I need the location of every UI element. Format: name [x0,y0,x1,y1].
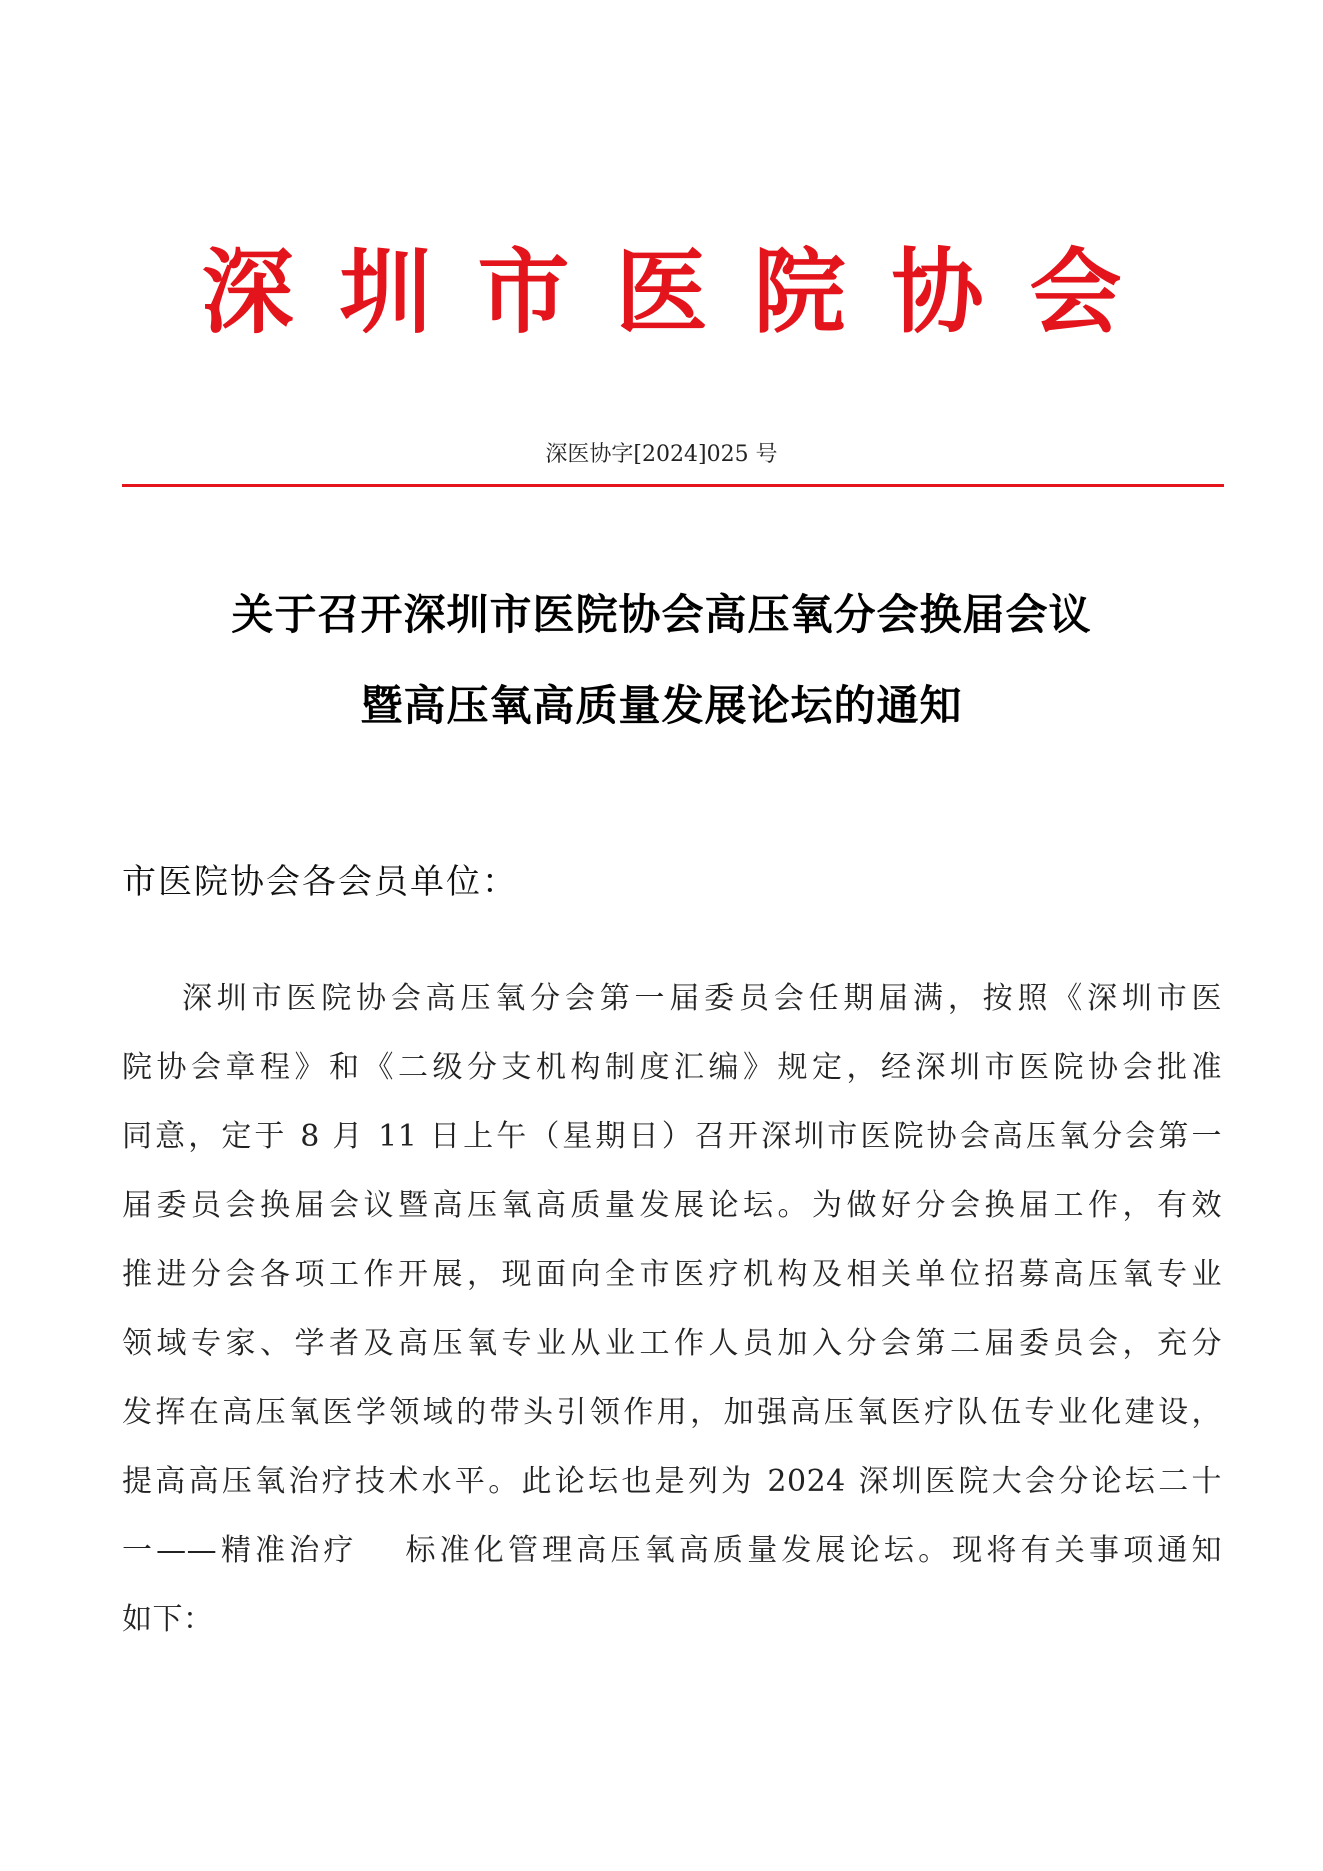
body-line: 推进分会各项工作开展，现面向全市医疗机构及相关单位招募高压氧专业 [122,1257,1222,1292]
body-line: 一——精准治疗 标准化管理高压氧高质量发展论坛。现将有关事项通知 [122,1533,1222,1568]
body-line: 届委员会换届会议暨高压氧高质量发展论坛。为做好分会换届工作，有效 [122,1188,1222,1223]
body-line: 院协会章程》和《二级分支机构制度汇编》规定，经深圳市医院协会批准 [122,1050,1222,1085]
body-line: 如下： [122,1602,214,1637]
salutation: 市医院协会各会员单位： [122,862,518,902]
body-line: 深圳市医院协会高压氧分会第一届委员会任期届满，按照《深圳市医 [182,981,1222,1016]
document-number: 深医协字[2024]025 号 [545,442,778,467]
body-line: 领域专家、学者及高压氧专业从业工作人员加入分会第二届委员会，充分 [122,1326,1222,1361]
body-line: 发挥在高压氧医学领域的带头引领作用，加强高压氧医疗队伍专业化建设， [122,1395,1222,1430]
body-line: 提高高压氧治疗技术水平。此论坛也是列为 2024 深圳医院大会分论坛二十 [122,1464,1222,1499]
body-line: 同意，定于 8 月 11 日上午（星期日）召开深圳市医院协会高压氧分会第一 [122,1119,1222,1154]
notice-title-line-1: 关于召开深圳市医院协会高压氧分会换届会议 [231,590,1092,639]
letterhead-divider [122,484,1224,487]
letterhead-organization: 深圳市医院协会 [201,239,1168,346]
notice-title-line-2: 暨高压氧高质量发展论坛的通知 [360,681,963,730]
